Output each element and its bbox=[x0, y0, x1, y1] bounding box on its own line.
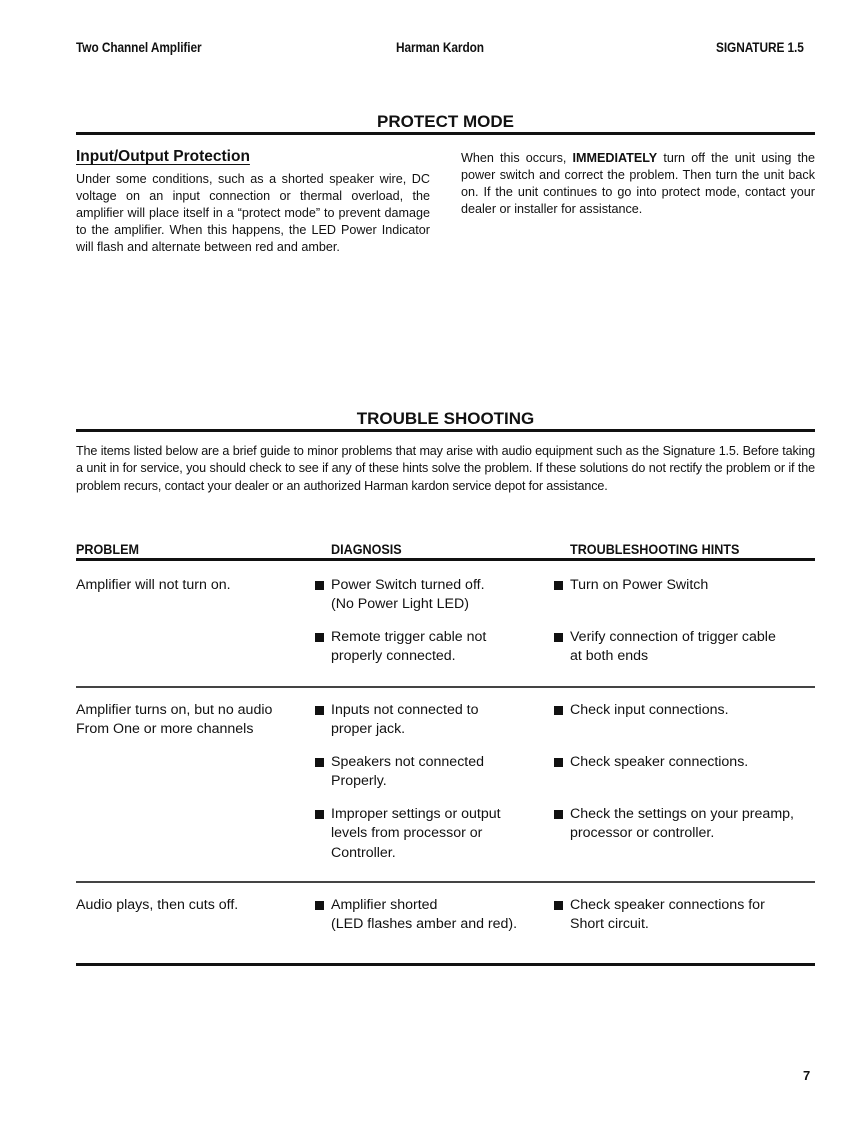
diagnosis-item bbox=[315, 896, 517, 935]
bullet-square-icon bbox=[554, 810, 563, 819]
bullet-square-icon bbox=[554, 581, 563, 590]
header-document-title: Two Channel Amplifier bbox=[76, 40, 202, 55]
hint-line: Verify connection of trigger cable bbox=[570, 629, 776, 645]
header-model: SIGNATURE 1.5 bbox=[716, 40, 804, 55]
column-header-problem: PROBLEM bbox=[76, 541, 139, 557]
table-row-3-problem bbox=[76, 896, 238, 915]
diagnosis-item bbox=[315, 576, 485, 615]
bullet-square-icon bbox=[315, 810, 324, 819]
table-row-3-diagnosis bbox=[315, 896, 545, 946]
diagnosis-line: Remote trigger cable not bbox=[331, 629, 487, 645]
hint-line: processor or controller. bbox=[570, 825, 715, 842]
hint-line: Check speaker connections for bbox=[570, 897, 765, 913]
bullet-square-icon bbox=[315, 581, 324, 590]
protect-mode-title: PROTECT MODE bbox=[377, 112, 514, 131]
row-divider bbox=[76, 881, 815, 883]
table-row-2-diagnosis bbox=[315, 701, 545, 871]
io-protection-paragraph: Under some conditions, such as a shorted speaker wire, DC voltage on an input connection or thermal overload, the amplifier will place itself in a “protect mode” to prevent damage to the amplifier. When this happens, the LED Power Indicator will flash and alternate between red and amber. bbox=[76, 172, 430, 254]
hint-line: Short circuit. bbox=[570, 916, 649, 933]
trouble-shooting-title: TROUBLE SHOOTING bbox=[356, 409, 535, 428]
column-header-diagnosis: DIAGNOSIS bbox=[331, 541, 402, 557]
hint-line: Check speaker connections. bbox=[570, 754, 749, 770]
diagnosis-item bbox=[315, 701, 479, 740]
header-brand: Harman Kardon bbox=[396, 40, 484, 55]
table-row-1-problem bbox=[76, 576, 231, 595]
hint-item bbox=[554, 896, 765, 935]
diagnosis-item bbox=[315, 628, 486, 667]
hint-item bbox=[554, 753, 748, 772]
diagnosis-line: levels from processor or bbox=[331, 825, 483, 842]
diagnosis-line: (No Power Light LED) bbox=[331, 596, 469, 613]
diagnosis-line: Inputs not connected to bbox=[331, 702, 479, 718]
diagnosis-line: proper jack. bbox=[331, 721, 406, 738]
bullet-square-icon bbox=[554, 706, 563, 715]
diagnosis-line: Amplifier shorted bbox=[331, 897, 438, 913]
protect-action-paragraph bbox=[461, 150, 815, 218]
hint-line: Turn on Power Switch bbox=[570, 577, 709, 593]
problem-line: Audio plays, then cuts off. bbox=[76, 897, 239, 913]
page-number: 7 bbox=[803, 1068, 811, 1083]
problem-line: Amplifier turns on, but no audio bbox=[76, 702, 273, 718]
bullet-square-icon bbox=[315, 633, 324, 642]
trouble-shooting-rule bbox=[76, 429, 815, 432]
hint-item bbox=[554, 628, 776, 667]
hint-item bbox=[554, 576, 708, 595]
protect-mode-rule bbox=[76, 132, 815, 135]
table-row-2-problem bbox=[76, 701, 272, 740]
diagnosis-line: Speakers not connected bbox=[331, 754, 485, 770]
hint-item bbox=[554, 805, 794, 844]
diagnosis-line: Properly. bbox=[331, 773, 387, 790]
protect-action-prefix: When this occurs, bbox=[461, 151, 573, 165]
bullet-square-icon bbox=[315, 758, 324, 767]
bullet-square-icon bbox=[315, 901, 324, 910]
table-row-3-hints bbox=[554, 896, 819, 946]
table-header-rule bbox=[76, 558, 815, 561]
bullet-square-icon bbox=[554, 633, 563, 642]
bullet-square-icon bbox=[315, 706, 324, 715]
problem-line: From One or more channels bbox=[76, 721, 254, 738]
bullet-square-icon bbox=[554, 758, 563, 767]
bullet-square-icon bbox=[554, 901, 563, 910]
table-row-1-diagnosis bbox=[315, 576, 545, 676]
problem-line: Amplifier will not turn on. bbox=[76, 577, 231, 593]
hint-line: Check input connections. bbox=[570, 702, 729, 718]
hint-line: Check the settings on your preamp, bbox=[570, 806, 794, 822]
trouble-shooting-intro: The items listed below are a brief guide to minor problems that may arise with audio equipment such as the Signature 1.5. Before taking a unit in for service, you should check to see if any of these hints solve the problem. If these solutions do not rectify the problem or if the problem recurs, contact your dealer or an authorized Harman kardon service depot for assistance. bbox=[76, 444, 815, 493]
protect-action-suffix: turn off the unit using the power switch and correct the problem. Then turn the unit back on. If the unit continues to go into protect mode, contact your dealer or installer for assistance. bbox=[461, 151, 815, 216]
diagnosis-line: Improper settings or output bbox=[331, 806, 501, 822]
diagnosis-line: (LED flashes amber and red). bbox=[331, 916, 518, 933]
row-divider bbox=[76, 686, 815, 688]
diagnosis-line: properly connected. bbox=[331, 648, 456, 665]
table-row-1-hints bbox=[554, 576, 819, 676]
column-header-hints: TROUBLESHOOTING HINTS bbox=[570, 541, 740, 557]
hint-item bbox=[554, 701, 729, 720]
diagnosis-item bbox=[315, 753, 484, 792]
io-protection-subheading: Input/Output Protection bbox=[76, 148, 250, 165]
protect-action-emphasis: IMMEDIATELY bbox=[572, 151, 658, 165]
diagnosis-line: Power Switch turned off. bbox=[331, 577, 485, 593]
table-row-2-hints bbox=[554, 701, 829, 871]
diagnosis-line: Controller. bbox=[331, 844, 396, 861]
hint-line: at both ends bbox=[570, 648, 649, 665]
table-bottom-rule bbox=[76, 963, 815, 966]
diagnosis-item bbox=[315, 805, 501, 863]
